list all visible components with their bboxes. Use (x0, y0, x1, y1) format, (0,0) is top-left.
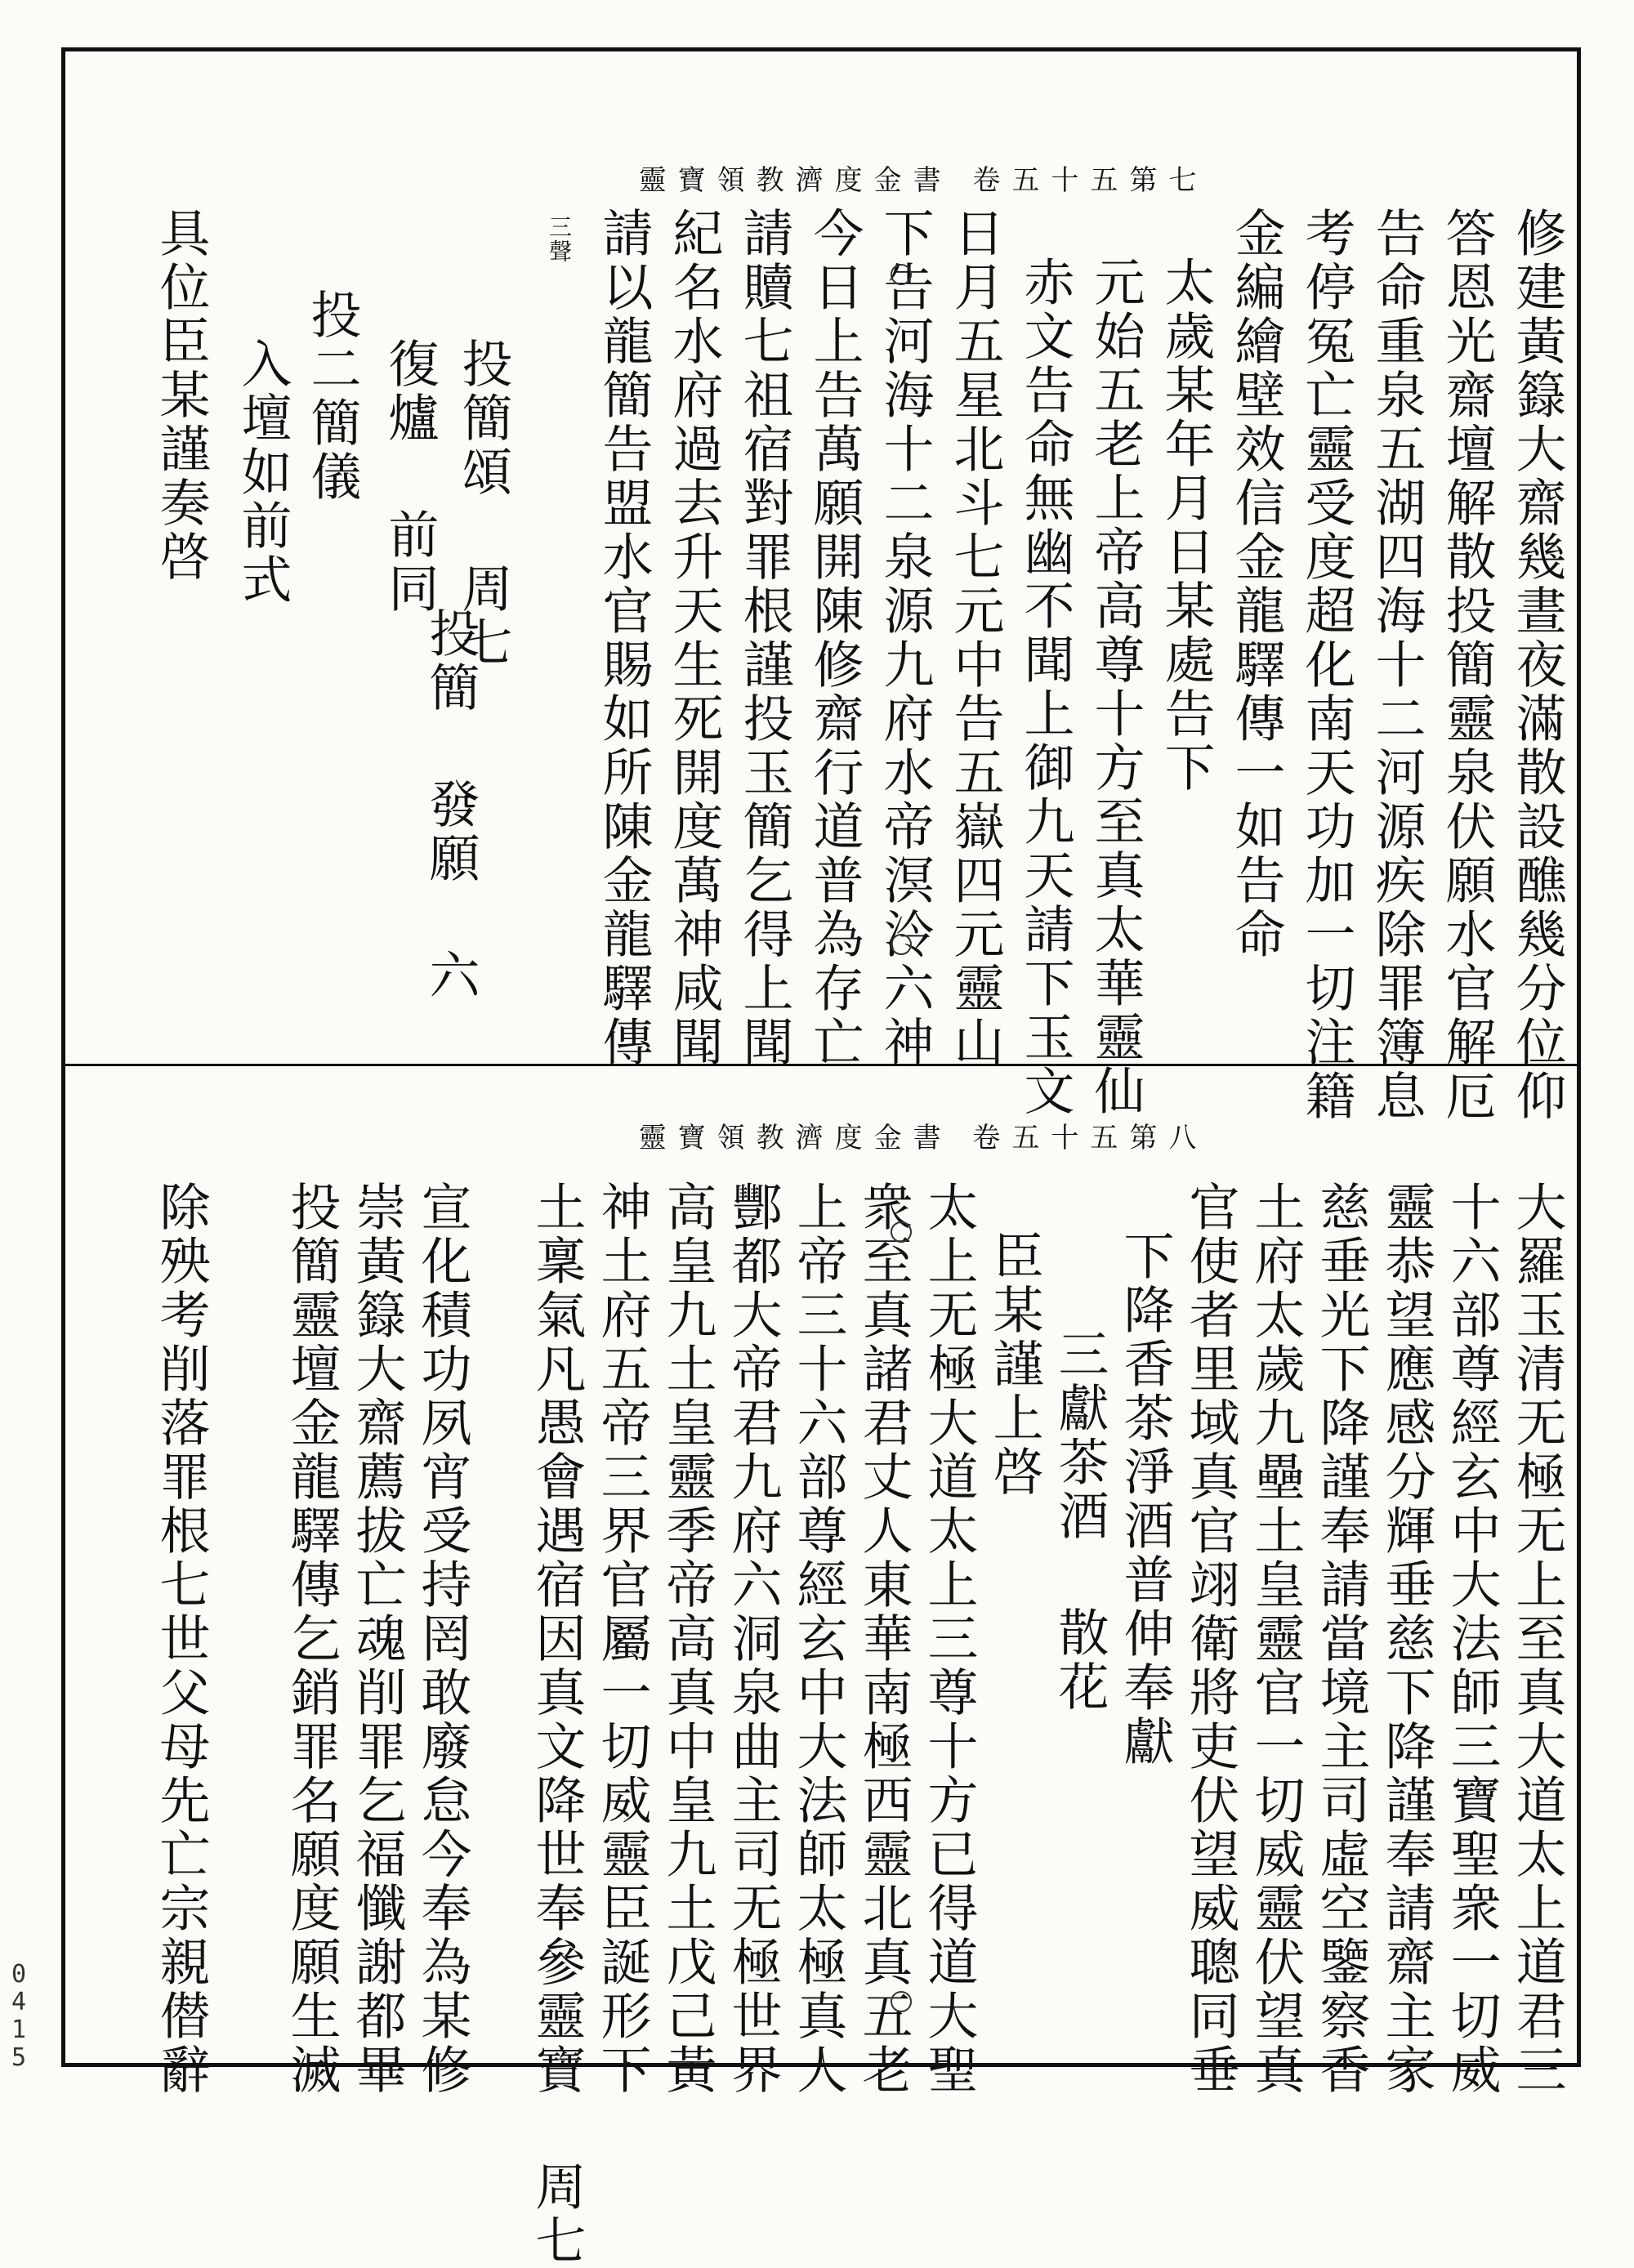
text-column: 神土府五帝三界官屬一切威靈臣誕形下 (592, 1181, 652, 2097)
text-column: 上帝三十六部尊經玄中大法師太極真人 (788, 1181, 848, 2097)
text-column: 復爐 前同 (380, 337, 440, 616)
page-number: 0415 (11, 1960, 27, 2072)
circle-mark (891, 1221, 912, 1243)
text-column: 靈恭望應感分輝垂慈下降謹奉請齋主家 (1377, 1181, 1436, 2097)
text-column: 請以龍簡告盟水官賜如所陳金龍驛傳 (594, 207, 654, 1069)
text-column: 太歲某年月日某處告下 (1156, 256, 1216, 795)
text-column: 大羅玉清无極无上至真大道太上道君三 (1507, 1181, 1567, 2097)
text-column: 除殃考削落罪根七世父母先亡宗親僣辭 (151, 1181, 211, 2097)
text-column: 太上无極大道太上三尊十方已得道大聖 (919, 1181, 979, 2097)
circle-mark (891, 264, 912, 285)
text-column: 投簡 發願 六 (421, 607, 480, 1002)
bottom-page (65, 1066, 1577, 2268)
text-column: 十六部尊經玄中大法師三寶聖衆一切威 (1442, 1181, 1502, 2097)
text-column: 三獻茶酒 散花 (1050, 1328, 1109, 1714)
text-column: 高皇九土皇靈季帝高真中皇九土戊己黃 (658, 1181, 717, 2097)
text-column: 紀名水府過去升天生死開度萬神咸聞 (664, 207, 724, 1069)
text-column: 考停冤亡靈受度超化南天功加一切注籍 (1297, 207, 1356, 1123)
text-column: 土稟氣凡愚會遇宿因真文降世奉參靈寶 周七 (527, 1181, 587, 2268)
circle-mark (891, 1991, 912, 2012)
text-column: 元始五老上帝高尊十方至真太華靈仙 (1086, 256, 1145, 1118)
text-column: 慈垂光下降謹奉請當境主司虛空鑒察香 (1311, 1181, 1371, 2097)
text-column: 下降香茶淨酒普伸奉獻 (1115, 1230, 1175, 1769)
text-column: 入壇如前式 (233, 337, 292, 607)
top-page-header: 靈寶領教濟度金書 卷五十五第七 (638, 164, 1208, 197)
text-column: 今日上告萬願開陳修齋行道普為存亡 (805, 207, 864, 1069)
text-column: 崇黃籙大齋薦拔亡魂削罪乞福懺謝都畢 (347, 1181, 407, 2097)
text-column: 臣某謹上啓 (984, 1230, 1044, 1499)
text-column: 投簡頌 周七 (453, 337, 513, 670)
text-column: 投二簡儀 (302, 288, 362, 504)
circle-mark (891, 934, 912, 955)
text-column: 赤文告命無幽不聞上御九天請下玉文 (1016, 256, 1075, 1118)
text-column: 修建黃籙大齋幾晝夜滿散設醮幾分位仰 (1507, 207, 1567, 1123)
text-column: 官使者里域真官翊衛將吏伏望威聰同垂 (1181, 1181, 1240, 2097)
text-column: 具位臣某謹奏啓 (151, 207, 211, 584)
text-column: 衆至真諸君丈人東華南極西靈北真五老 (854, 1181, 913, 2097)
text-column: 投簡靈壇金龍驛傳乞銷罪名願度願生滅 (282, 1181, 342, 2097)
top-page (65, 51, 1577, 1123)
text-column: 金編繪壁效信金龍驛傳一如告命 (1226, 207, 1286, 962)
text-column: 下告河海十二泉源九府水帝溟泠六神 (875, 207, 935, 1069)
text-column: 請贖七祖宿對罪根謹投玉簡乞得上聞 (734, 207, 794, 1069)
text-column: 答恩光齋壇解散投簡靈泉伏願水官解厄 (1437, 207, 1497, 1123)
text-column: 土府太歲九壘土皇靈官一切威靈伏望真 (1246, 1181, 1306, 2097)
annotation: 三聲 (546, 215, 573, 264)
text-column: 酆都大帝君九府六洞泉曲主司无極世界 (723, 1181, 783, 2097)
text-column: 宣化積功夙宵受持罔敢廢怠今奉為某修 (413, 1181, 472, 2097)
bottom-page-header: 靈寶領教濟度金書 卷五十五第八 (638, 1122, 1208, 1154)
text-column: 告命重泉五湖四海十二河源疾除罪簿息 (1367, 207, 1426, 1123)
text-column: 日月五星北斗七元中告五嶽四元靈山 (945, 207, 1005, 1069)
